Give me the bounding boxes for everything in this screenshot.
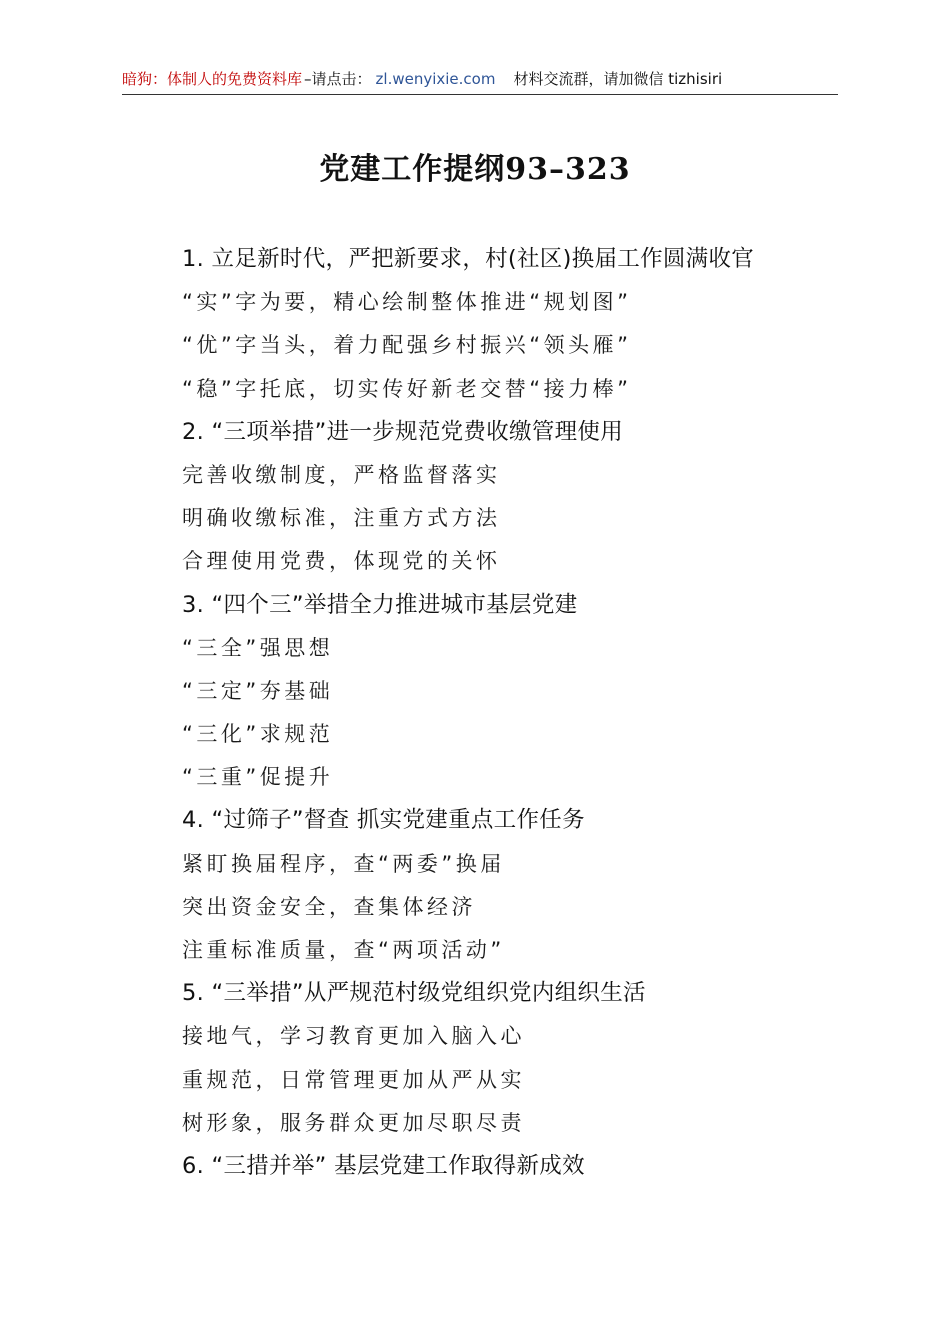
outline-subitem: “三全”强思想 (182, 635, 334, 660)
header-click-prefix: –请点击： (304, 70, 372, 88)
outline-subitem: 树形象，服务群众更加尽职尽责 (182, 1110, 525, 1135)
outline-subitem: 完善收缴制度，严格监督落实 (182, 462, 501, 487)
outline-subitem: 紧盯换届程序，查“两委”换届 (182, 851, 505, 876)
outline-heading: 6. “三措并举” 基层党建工作取得新成效 (182, 1152, 585, 1179)
outline-list (182, 238, 862, 1188)
outline-subitem: “实”字为要，精心绘制整体推进“规划图” (182, 290, 632, 315)
outline-subitem: “优”字当头，着力配强乡村振兴“领头雁” (182, 333, 632, 358)
outline-subitem: 合理使用党费，体现党的关怀 (182, 549, 501, 574)
outline-subitem: “三重”促提升 (182, 765, 334, 790)
outline-subitem: “三化”求规范 (182, 722, 334, 747)
outline-heading: 1. 立足新时代，严把新要求，村(社区)换届工作圆满收官 (182, 246, 755, 272)
outline-subitem: 明确收缴标准，注重方式方法 (182, 506, 501, 531)
page-header (122, 64, 838, 95)
outline-subitem: 重规范，日常管理更加从严从实 (182, 1067, 525, 1092)
outline-heading: 2. “三项举措”进一步规范党费收缴管理使用 (182, 418, 624, 445)
header-brand: 暗狗：体制人的免费资料库 (122, 70, 303, 88)
outline-subitem: 接地气，学习教育更加入脑入心 (182, 1024, 525, 1049)
document-title: 党建工作提纲93–323 (319, 152, 631, 187)
header-group-info: 材料交流群，请加微信 tizhisiri (513, 70, 723, 88)
outline-heading: 5. “三举措”从严规范村级党组织党内组织生活 (182, 980, 646, 1007)
outline-subitem: 注重标准质量，查“两项活动” (182, 938, 505, 962)
outline-subitem: “三定”夯基础 (182, 678, 334, 703)
outline-subitem: “稳”字托底，切实传好新老交替“接力棒” (182, 376, 632, 401)
header-link[interactable]: zl.wenyixie.com (375, 70, 496, 88)
outline-heading: 4. “过筛子”督查 抓实党建重点工作任务 (182, 807, 585, 834)
outline-heading: 3. “四个三”举措全力推进城市基层党建 (182, 591, 578, 618)
outline-subitem: 突出资金安全，查集体经济 (182, 894, 476, 919)
